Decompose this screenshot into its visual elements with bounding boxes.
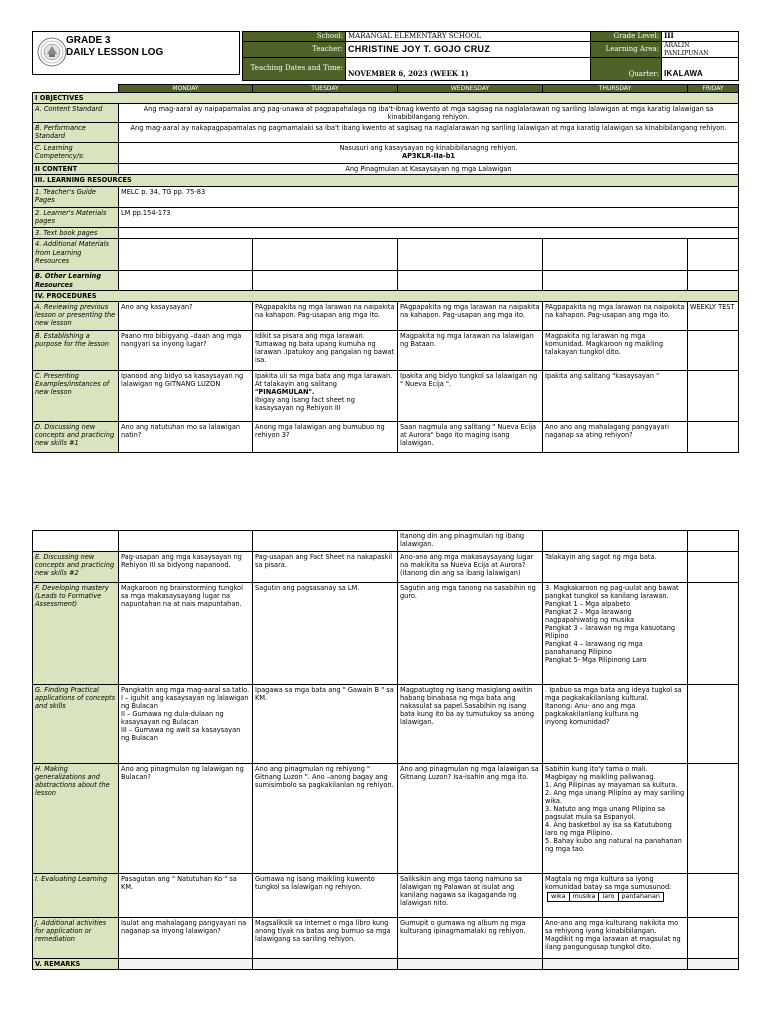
thursday-cell: PAgpapakita ng mga larawan na naipakita na kahapon. Pag-usapan ang mga ito. [543, 301, 688, 330]
tuesday-cell [253, 370, 398, 421]
competency-label: C. Learning Competency/s: [33, 143, 119, 164]
wednesday-cell: Ano ang pinagmulan ng mga lalawigan sa Gitnang Luzon? Isa-isahin ang mga ito. [398, 764, 543, 874]
teacher-value: CHRISTINE JOY T. GOJO CRUZ [346, 42, 591, 58]
monday-cell: Paano mo bibigyang –daan ang mga nangyari sa inyong lugar? [119, 330, 253, 370]
teacher-label: Teacher: [243, 42, 346, 58]
dates-value: NOVEMBER 6, 2023 (WEEK 1) [346, 58, 591, 81]
friday-cell [688, 918, 739, 959]
content-heading: II CONTENT [33, 164, 119, 175]
quarter-value: IKALAWA [662, 58, 739, 81]
day-thursday: THURSDAY [543, 85, 688, 93]
friday-cell: WEEKLY TEST [688, 301, 739, 330]
thursday-cell [543, 874, 688, 918]
title-line1: GRADE 3 [66, 35, 111, 46]
learner-materials-value: LM pp.154-173 [119, 208, 739, 228]
area-value: ARALIN PANLIPUNAN [662, 42, 739, 58]
teacher-guide-value: MELC p. 34, TG pp. 75-83 [119, 187, 739, 208]
thursday-cell: 3. Magkakaroon ng pag-uulat ang bawat pangkat tungkol sa kanilang larawan. Pangkat 1 – Mga alpabeto Pangkat 2 – Mga larawang nagpapahiwatig ng musika Pangkat 3 – larawan ng mga kasuotang Pilipino Pangkat 4 – larawang ng mga panahanang Pilipino Pangkat 5- Mga Pilipinong Laro [543, 583, 688, 685]
procedure-label: A. Reviewing previous lesson or presenting the new lesson [33, 301, 119, 330]
content-standard-label: A. Content Standard [33, 104, 119, 123]
tuesday-text-after: Ibigay ang isang fact sheet ng kasaysayan ng Rehiyon III [255, 395, 355, 412]
friday-cell [688, 370, 739, 421]
procedure-label: G. Finding Practical applications of concepts and skills [33, 685, 119, 764]
area-label: Learning Area: [591, 42, 662, 58]
friday-cell [688, 874, 739, 918]
monday-cell: Pangkatin ang mga mag-aaral sa tatlo. I – iguhit ang kasaysayan ng lalawigan ng Bulacan II – Gumawa ng dula-dulaan ng kasaysayan ng Bulacan III – Gumawa ng awit sa kasaysayan ng Bulacan [119, 685, 253, 764]
competency-cell [119, 143, 739, 164]
day-monday: MONDAY [119, 85, 253, 93]
procedure-label: D. Discussing new concepts and practicing new skills #1 [33, 421, 119, 452]
procedure-row-h [33, 764, 739, 874]
day-friday: FRIDAY [688, 85, 739, 93]
wednesday-cell: Magpakita ng mga larawan na lalawigan ng Bataan. [398, 330, 543, 370]
remarks-label: V. REMARKS [33, 959, 119, 970]
competency-value: Nasusuri ang kasaysayan ng kinabibilanagng rehiyon. [339, 144, 518, 153]
remarks-row [33, 959, 739, 970]
additional-materials-label: 4. Additional Materials from Learning Resources [33, 239, 119, 271]
thursday-cell: Magpakita ng larawan ng mga komunidad. Magkaroon ng maikling talakayan tungkol dito. [543, 330, 688, 370]
culture-wika: wika [548, 893, 570, 902]
tuesday-cell: Idikit sa pisara ang mga larawan. Tumawag ng bata upang kumuha ng larawan .Ipatukoy ang pangalan ng bawat isa. [253, 330, 398, 370]
tuesday-cell: PAgpapakita ng mga larawan na naipakita na kahapon. Pag-usapan ang mga ito. [253, 301, 398, 330]
school-value: MARANGAL ELEMENTARY SCHOOL [346, 32, 591, 42]
procedure-row-g [33, 685, 739, 764]
other-resources-label: B. Other Learning Resources [33, 271, 119, 290]
grade-label: Grade Level: [591, 32, 662, 42]
tuesday-cell: Gumawa ng isang maikling kuwento tungkol sa lalawigan ng rehiyon. [253, 874, 398, 918]
day-wednesday: WEDNESDAY [398, 85, 543, 93]
learner-materials-label: 2. Learner's Materials pages [33, 208, 119, 228]
wednesday-continued: Itanong din ang pinagmulan ng ibang lalawigan. [398, 531, 543, 552]
tuesday-cell: Pag-usapan ang Fact Sheet na nakapaskil sa pisara. [253, 552, 398, 583]
friday-cell [688, 330, 739, 370]
performance-standard-value: Ang mag-aaral ay nakapagpapamalas ng pagmamalaki sa iba't ibang kwento at sagisag na naglalarawan ng sariling lalawigan at mga karatig lalawigan sa kinabibilangang rehiyon. [119, 123, 739, 143]
thursday-cell: Sabihin kung ito'y tama o mali. Magbigay ng maikling paliwanag. 1. Ang Pilipinas ay mayaman sa kultura. 2. Ang mga unang Pilipino ay may sariling wika. 3. Natuto ang mga unang Pilipino sa pagsulat mula sa Espanyol. 4. Ang basketbol ay isa sa Katutubong laro ng mga Pilipino. 5. Bahay kubo ang natural na panahanan ng mga tao. [543, 764, 688, 874]
wednesday-cell: Ano-ano ang mga makasaysayang lugar na makikita sa Nueva Ecija at Aurora? (itanong din ang sa ibang lalawigan) [398, 552, 543, 583]
procedures-heading: IV. PROCEDURES [33, 290, 739, 301]
info-table [242, 31, 739, 81]
thursday-cell: Talakayin ang sagot ng mga bata. [543, 552, 688, 583]
textbook-label: 3. Text book pages [33, 228, 119, 239]
procedure-row-e [33, 552, 739, 583]
tuesday-cell: Anong mga lalawigan ang bumubuo ng rehiyon 3? [253, 421, 398, 452]
textbook-value [119, 228, 739, 239]
monday-cell: Pag-usapan ang mga kasaysayan ng Rehiyon III sa bidyong napanood. [119, 552, 253, 583]
tuesday-cell: Ipagawa sa mga bata ang " Gawain B " sa KM. [253, 685, 398, 764]
thursday-text: Magtala ng mga kultura sa iyong komunidad batay sa mga sumusunod: [545, 875, 672, 892]
procedure-row-c [33, 370, 739, 421]
header [32, 31, 738, 77]
content-value: Ang Pinagmulan at Kasaysayan ng mga Lalawigan [119, 164, 739, 175]
school-label: School: [243, 32, 346, 42]
wednesday-cell: Magpatugtog ng isang masiglang awitin habang binabasa ng mga bata ang nakasulat sa papel.Sasabihin ng isang bata kung ito ba ay tumutukoy sa anong lalawigan. [398, 685, 543, 764]
procedure-label: C. Presenting Examples/instances of new lesson [33, 370, 119, 421]
thursday-cell: Ipakita ang salitang "kasaysayan " [543, 370, 688, 421]
quarter-label: Quarter: [591, 58, 662, 81]
culture-musika: musika [569, 893, 599, 902]
day-tuesday: TUESDAY [253, 85, 398, 93]
procedure-row-j [33, 918, 739, 959]
monday-cell: Magkaroon ng brainstorming tungkol sa mga makasaysayang lugar na napuntahan na at nais mapuntahan. [119, 583, 253, 685]
day-header-row [33, 85, 739, 93]
friday-cell [688, 421, 739, 452]
culture-table [547, 892, 664, 902]
tuesday-text: Ipakita uli sa mga bata ang mga larawan. At talakayin ang salitang [255, 371, 393, 388]
procedure-label: E. Discussing new concepts and practicing new skills #2 [33, 552, 119, 583]
wednesday-cell: Saan nagmula ang salitang " Nueva Ecija at Aurora" bago ito maging isang lalawigan. [398, 421, 543, 452]
tuesday-cell: Ano ang pinagmulan ng rehiyong " Gitnang Luzon ". Ano –anong bagay ang sumisimbolo sa pagkakilanlan ng rehiyon. [253, 764, 398, 874]
wednesday-cell: Saliksikin ang mga taong namuno sa lalawigan ng Palawan at isulat ang kanilang nagawa sa ikagaganda ng lalawigan nito. [398, 874, 543, 918]
content-standard-value: Ang mag-aaral ay naipapamalas ang pag-unawa at pagpapahalaga ng iba't-ibnag kwento at mga sagisag na naglalarawan ng sariling lalawigan at mga karatig lalawigan sa kinabibilangang rehiyon. [119, 104, 739, 123]
thursday-cell: Ano ano ang mahalagang pangyayari naganap sa ating rehiyon? [543, 421, 688, 452]
procedure-row-b [33, 330, 739, 370]
wednesday-cell: PAgpapakita ng mga larawan na naipakita na kahapon. Pag-usapan ang mga ito. [398, 301, 543, 330]
procedure-label: B. Establishing a purpose for the lesson [33, 330, 119, 370]
wednesday-cell: Ipakita ang bidyo tungkol sa lalawigan ng " Nueva Ecija ". [398, 370, 543, 421]
procedure-label: J. Additional activities for application or remediation [33, 918, 119, 959]
objectives-heading: I OBJECTIVES [33, 93, 739, 104]
tuesday-cell: Magsaliksik sa internet o mga libro kung anong tiyak na batas ang bumuo sa mga lalawigang sa sariling rehiyon. [253, 918, 398, 959]
monday-cell: Isulat ang mahalagang pangyayari na naganap sa inyong lalawigan? [119, 918, 253, 959]
procedure-row-f [33, 583, 739, 685]
procedure-row-i [33, 874, 739, 918]
friday-cell [688, 685, 739, 764]
lesson-table-page2 [32, 530, 738, 970]
lesson-table-page1 [32, 84, 738, 453]
procedure-label: F. Developing mastery (Leads to Formative Assessment) [33, 583, 119, 685]
procedure-label: H. Making generalizations and abstractions about the lesson [33, 764, 119, 874]
culture-laro: laro [599, 893, 618, 902]
monday-cell: Ano ang pinagmulan ng lalawigan ng Bulacan? [119, 764, 253, 874]
grade-value: III [662, 32, 739, 42]
dates-label: Teaching Dates and Time: [243, 58, 346, 81]
wednesday-cell: Gumupit o gumawa ng album ng mga kulturang ipinagmamalaki ng rehiyon. [398, 918, 543, 959]
friday-cell [688, 583, 739, 685]
monday-cell: Ano ang natutuhan mo sa lalawigan natin? [119, 421, 253, 452]
teacher-guide-label: 1. Teacher's Guide Pages [33, 187, 119, 208]
procedure-row-a [33, 301, 739, 330]
thursday-cell: . Ipabuo sa mga bata ang ideya tugkol sa mga pagkakakilanlang kultural. Itanong: Anu- ano ang mga pagkakakilanlang kultura ng inyong komunidad? [543, 685, 688, 764]
monday-cell: Pasagutan ang " Natutuhan Ko " sa KM. [119, 874, 253, 918]
title-line2: DAILY LESSON LOG [66, 47, 164, 58]
keyword-pinagmulan: "PINAGMULAN". [255, 387, 315, 396]
friday-cell [688, 552, 739, 583]
resources-heading: III. LEARNING RESOURCES [33, 175, 739, 187]
procedure-row-d [33, 421, 739, 452]
procedure-label: I. Evaluating Learning [33, 874, 119, 918]
culture-pantahanan: pantahanan [618, 893, 663, 902]
tuesday-cell: Sagutin ang pagsasanay sa LM. [253, 583, 398, 685]
performance-standard-label: B. Performance Standard [33, 123, 119, 143]
deped-seal-icon [37, 37, 67, 67]
title-box [32, 31, 240, 75]
competency-code: AP3KLR-IIa-b1 [401, 152, 456, 161]
monday-cell: Ipanood ang bidyo sa kasaysayan ng lalawigan ng GITNANG LUZON [119, 370, 253, 421]
thursday-cell: Ano-ano ang mga kulturang nakikita mo sa rehiyong iyong kinabibilangan. Magdikit ng mga larawan at magsulat ng ilang pangungusap tungkol dito. [543, 918, 688, 959]
monday-cell: Ano ang kasaysayan? [119, 301, 253, 330]
wednesday-cell: Sagutin ang mga tanong na sasabihin ng guro. [398, 583, 543, 685]
friday-cell [688, 764, 739, 874]
